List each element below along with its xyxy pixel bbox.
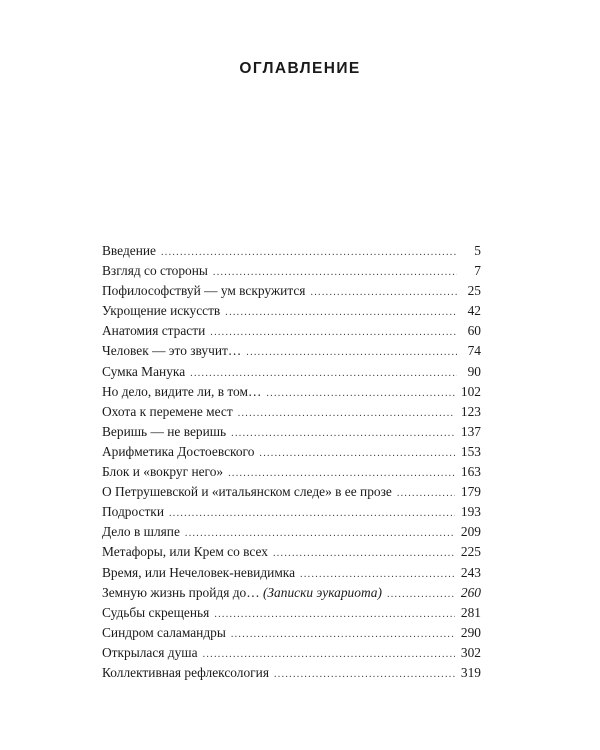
- toc-entry[interactable]: [102, 542, 481, 562]
- toc-entry-title: Сумка Манука: [102, 363, 186, 379]
- dot-leader: [387, 585, 455, 605]
- toc-entry-title: Введение: [102, 243, 156, 258]
- page-title: ОГЛАВЛЕНИЕ: [239, 60, 361, 77]
- dot-leader: [274, 665, 455, 685]
- dot-leader: [310, 283, 457, 303]
- toc-entry-title: Судьбы скрещенья: [102, 604, 210, 620]
- dot-leader: [246, 343, 457, 363]
- toc-entry-page: 7: [474, 263, 481, 279]
- toc-entry-title: Земную жизнь пройдя до… (Записки эукариота): [102, 584, 382, 600]
- dot-leader: [300, 565, 455, 585]
- toc-entry-page: 123: [460, 403, 481, 419]
- toc-entry-title: Блок и «вокруг него»: [102, 464, 224, 480]
- toc-entry-title: Метафоры, или Крем со всех: [102, 544, 268, 560]
- dot-leader: [203, 645, 455, 665]
- toc-entry[interactable]: [102, 362, 481, 382]
- toc-entry[interactable]: [102, 301, 481, 321]
- toc-entry-title: Укрощение искусств: [102, 303, 221, 319]
- dot-leader: [266, 384, 455, 404]
- toc-entry-title: Коллективная рефлексология: [102, 664, 269, 680]
- toc-entry-page: 42: [467, 303, 481, 319]
- toc-entry[interactable]: [102, 522, 481, 542]
- toc-entry-page: 260: [460, 584, 481, 600]
- toc-entry[interactable]: [102, 643, 481, 663]
- toc-entry-page: 243: [460, 564, 481, 580]
- toc-entry-title: Человек — это звучит…: [102, 343, 242, 359]
- toc-entry-title: Веришь — не веришь: [102, 423, 227, 439]
- toc-entry-page: 25: [467, 283, 481, 299]
- toc-entry-title: Синдром саламандры: [102, 624, 226, 640]
- dot-leader: [161, 243, 457, 263]
- dot-leader: [214, 605, 455, 625]
- toc-entry[interactable]: [102, 422, 481, 442]
- toc-entry-page: 60: [467, 323, 481, 339]
- toc-entry[interactable]: [102, 502, 481, 522]
- toc-entry-page: 319: [460, 664, 481, 680]
- toc-entry[interactable]: [102, 402, 481, 422]
- toc-entry[interactable]: [102, 663, 481, 683]
- table-of-contents: [102, 241, 481, 683]
- toc-entry-page: 102: [460, 383, 481, 399]
- toc-entry[interactable]: [102, 482, 481, 502]
- toc-entry-page: 225: [460, 544, 481, 560]
- dot-leader: [231, 625, 455, 645]
- toc-entry[interactable]: [102, 442, 481, 462]
- toc-entry[interactable]: [102, 563, 481, 583]
- dot-leader: [185, 524, 455, 544]
- toc-entry-title: Дело в шляпе: [102, 524, 180, 540]
- toc-entry-page: 74: [467, 343, 481, 359]
- toc-entry-title: Открылася душа: [102, 644, 198, 660]
- dot-leader: [273, 544, 455, 564]
- toc-entry[interactable]: [102, 583, 481, 603]
- toc-entry[interactable]: [102, 261, 481, 281]
- toc-entry[interactable]: [102, 382, 481, 402]
- toc-entry-page: 90: [467, 363, 481, 379]
- toc-entry[interactable]: [102, 603, 481, 623]
- dot-leader: [190, 364, 457, 384]
- toc-entry[interactable]: [102, 321, 481, 341]
- dot-leader: [210, 323, 457, 343]
- toc-entry-page: 302: [460, 644, 481, 660]
- toc-entry-note: (Записки эукариота): [262, 584, 382, 600]
- toc-entry-title: Взгляд со стороны: [102, 263, 208, 279]
- toc-entry[interactable]: [102, 281, 481, 301]
- toc-entry-title: Время, или Нечеловек-невидимка: [102, 564, 296, 580]
- toc-entry-title: Подростки: [102, 504, 164, 520]
- dot-leader: [231, 424, 455, 444]
- toc-entry-title: Пофилософствуй — ум вскружится: [102, 283, 306, 299]
- dot-leader: [213, 263, 457, 283]
- dot-leader: [259, 444, 455, 464]
- toc-entry-page: 5: [474, 243, 481, 258]
- toc-entry-page: 137: [460, 423, 481, 439]
- toc-entry-page: 163: [460, 464, 481, 480]
- toc-entry[interactable]: [102, 462, 481, 482]
- toc-entry-title: Арифметика Достоевского: [102, 443, 255, 459]
- toc-entry[interactable]: [102, 623, 481, 643]
- toc-entry-title: О Петрушевской и «итальянском следе» в ее прозе: [102, 484, 392, 500]
- toc-entry-page: 153: [460, 443, 481, 459]
- toc-entry-title: Охота к перемене мест: [102, 403, 233, 419]
- toc-entry-title: Но дело, видите ли, в том…: [102, 383, 262, 399]
- dot-leader: [225, 303, 457, 323]
- toc-entry[interactable]: [102, 241, 481, 261]
- toc-entry-title: Анатомия страсти: [102, 323, 206, 339]
- dot-leader: [397, 484, 455, 504]
- toc-entry-page: 179: [460, 484, 481, 500]
- toc-entry-page: 290: [460, 624, 481, 640]
- toc-entry-page: 209: [460, 524, 481, 540]
- toc-entry[interactable]: [102, 341, 481, 361]
- dot-leader: [169, 504, 455, 524]
- toc-entry-page: 281: [460, 604, 481, 620]
- dot-leader: [228, 464, 455, 484]
- dot-leader: [238, 404, 455, 424]
- toc-entry-page: 193: [460, 504, 481, 520]
